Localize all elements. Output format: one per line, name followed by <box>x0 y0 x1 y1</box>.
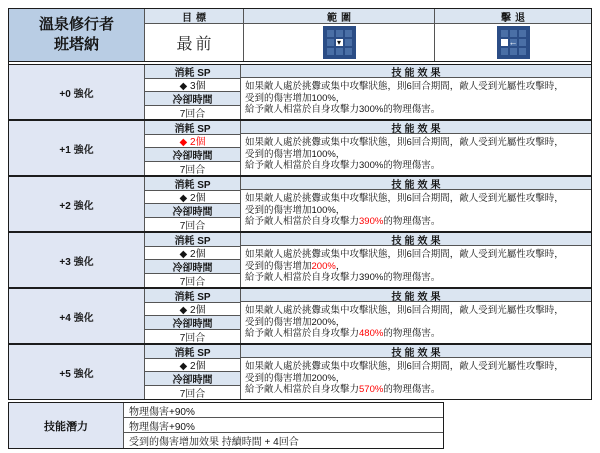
knockback-header: 擊退 <box>434 9 591 24</box>
skill-effect-block <box>241 345 591 399</box>
effect-text-segment: 給予敵人相當於自身攻擊力300%的物理傷害。 <box>245 104 441 115</box>
highlighted-value: 390% <box>359 216 384 227</box>
potential-item: 物理傷害+90% <box>124 418 443 433</box>
skill-effect-line <box>245 328 587 340</box>
skill-effect-line <box>245 261 587 273</box>
grid-cell <box>510 30 517 37</box>
effect-text-segment: 給予敵人相當於自身攻擊力 <box>245 384 360 395</box>
enhance-row <box>9 119 591 175</box>
arrow-left-icon: ← <box>508 37 518 47</box>
enhance-row <box>9 175 591 231</box>
grid-cell <box>501 39 508 46</box>
grid-cell <box>345 30 352 37</box>
effect-text-segment: 給予敵人相當於自身攻擊力 <box>245 216 360 227</box>
grid-cell <box>510 48 517 55</box>
skill-table <box>8 8 592 400</box>
cooldown-header: 冷卻時間 <box>145 372 240 386</box>
skill-effect-block <box>241 65 591 119</box>
skill-effect-header: 技能效果 <box>241 177 591 190</box>
cooldown-value: 7回合 <box>145 274 240 288</box>
skill-header <box>9 9 591 61</box>
potential-item: 受到的傷害增加效果 持續時間 + 4回合 <box>129 437 299 448</box>
cost-cooldown-block <box>144 65 241 119</box>
skill-effect-line <box>245 205 587 217</box>
cost-cooldown-block <box>144 121 241 175</box>
cost-cooldown-block <box>144 233 241 287</box>
skill-effect-line <box>245 149 587 161</box>
skill-effect-line <box>245 272 587 284</box>
knockback-cell <box>434 24 591 61</box>
effect-text-segment: 如果敵人處於挑釁或集中攻擊狀態，則6回合期間，敵人受到光屬性攻擊時， <box>245 81 564 92</box>
skill-effect-line <box>245 93 587 105</box>
skill-effect-line <box>245 317 587 329</box>
skill-effect-text <box>241 246 591 287</box>
cost-cooldown-block <box>144 345 241 399</box>
grid-cell <box>327 39 334 46</box>
skill-effect-block <box>241 177 591 231</box>
enhance-row <box>9 287 591 343</box>
skill-effect-line <box>245 305 587 317</box>
target-header: 目標 <box>144 9 243 24</box>
skill-effect-line <box>245 216 587 228</box>
effect-text-segment: 如果敵人處於挑釁或集中攻擊狀態，則6回合期間，敵人受到光屬性攻擊時， <box>245 249 564 260</box>
effect-text-segment: 的物理傷害。 <box>383 328 441 339</box>
cost-cooldown-block <box>144 289 241 343</box>
skill-effect-block <box>241 289 591 343</box>
cooldown-header: 冷卻時間 <box>145 260 240 274</box>
cost-cooldown-block <box>144 177 241 231</box>
enhance-level-label: +2 強化 <box>9 177 144 231</box>
skill-effect-block <box>241 233 591 287</box>
skill-effect-text <box>241 358 591 399</box>
effect-text-segment: 給予敵人相當於自身攻擊力390%的物理傷害。 <box>245 272 441 283</box>
cooldown-value: 7回合 <box>145 386 240 400</box>
grid-cell <box>336 30 343 37</box>
skill-potential-table <box>8 402 444 449</box>
sp-cost-header: 消耗 SP <box>145 345 240 359</box>
effect-text-segment: 受到的傷害增加100%， <box>245 204 346 216</box>
cooldown-header: 冷卻時間 <box>145 204 240 218</box>
knockback-grid-icon <box>497 26 530 59</box>
cooldown-value: 7回合 <box>145 162 240 176</box>
grid-cell <box>501 30 508 37</box>
grid-cell <box>519 30 526 37</box>
sp-cost-value: ◆ 2個 <box>145 191 240 205</box>
grid-cell <box>345 48 352 55</box>
skill-effect-header: 技能效果 <box>241 233 591 246</box>
skill-effect-line <box>245 104 587 116</box>
skill-effect-header: 技能效果 <box>241 345 591 358</box>
sp-cost-value: ◆ 2個 <box>145 359 240 373</box>
grid-cell <box>519 39 526 46</box>
skill-effect-header: 技能效果 <box>241 289 591 302</box>
sp-cost-value: ◆ 2個 <box>145 303 240 317</box>
grid-cell <box>510 39 517 46</box>
grid-cell <box>327 30 334 37</box>
cooldown-header: 冷卻時間 <box>145 148 240 162</box>
chevron-down-icon: ▾ <box>336 38 341 47</box>
grid-cell <box>519 48 526 55</box>
range-grid-icon <box>323 26 356 59</box>
skill-effect-text <box>241 302 591 343</box>
skill-effect-line <box>245 137 587 149</box>
grid-cell <box>345 39 352 46</box>
skill-effect-line <box>245 249 587 261</box>
grid-cell <box>336 39 343 46</box>
effect-text-segment: 受到的傷害增加100%， <box>245 92 346 104</box>
effect-text-segment: 給予敵人相當於自身攻擊力 <box>245 328 360 339</box>
skill-potential-items <box>124 403 443 448</box>
skill-effect-line <box>245 373 587 385</box>
effect-text-segment: 受到的傷害增加200%， <box>245 372 346 384</box>
skill-effect-line <box>245 160 587 172</box>
effect-text-segment: 如果敵人處於挑釁或集中攻擊狀態，則6回合期間，敵人受到光屬性攻擊時， <box>245 137 564 148</box>
effect-text-segment: 給予敵人相當於自身攻擊力300%的物理傷害。 <box>245 160 441 171</box>
range-cell <box>243 24 434 61</box>
target-value: 最前 <box>144 24 243 61</box>
skill-potential-label: 技能潛力 <box>9 403 124 448</box>
sp-cost-value: ◆ 2個 <box>145 247 240 261</box>
skill-effect-line <box>245 384 587 396</box>
effect-text-segment: ， <box>335 260 346 272</box>
enhance-level-label: +3 強化 <box>9 233 144 287</box>
enhance-row <box>9 343 591 399</box>
skill-title-line1: 溫泉修行者 <box>38 15 114 33</box>
enhance-level-label: +5 強化 <box>9 345 144 399</box>
highlighted-value: 480% <box>359 328 384 339</box>
effect-text-segment: 如果敵人處於挑釁或集中攻擊狀態，則6回合期間，敵人受到光屬性攻擊時， <box>245 193 564 204</box>
enhance-row <box>9 231 591 287</box>
sp-cost-header: 消耗 SP <box>145 233 240 247</box>
effect-text-segment: 受到的傷害增加100%， <box>245 148 346 160</box>
skill-effect-text <box>241 78 591 119</box>
sp-cost-header: 消耗 SP <box>145 289 240 303</box>
skill-title-line2: 班塔納 <box>53 36 99 53</box>
highlighted-value: 200% <box>311 260 336 272</box>
sp-cost-value: ◆ 2個 <box>145 135 240 149</box>
enhance-level-label: +1 強化 <box>9 121 144 175</box>
cooldown-value: 7回合 <box>145 330 240 344</box>
skill-effect-text <box>241 134 591 175</box>
enhance-rows <box>9 65 591 399</box>
grid-cell <box>327 48 334 55</box>
cooldown-value: 7回合 <box>145 106 240 120</box>
skill-effect-line <box>245 81 587 93</box>
effect-text-segment: 受到的傷害增加200%， <box>245 316 346 328</box>
highlighted-value: 570% <box>359 384 384 395</box>
skill-effect-block <box>241 121 591 175</box>
sp-cost-header: 消耗 SP <box>145 121 240 135</box>
skill-effect-header: 技能效果 <box>241 121 591 134</box>
grid-cell <box>501 48 508 55</box>
effect-text-segment: 的物理傷害。 <box>383 384 441 395</box>
range-header: 範圍 <box>243 9 434 24</box>
skill-title <box>9 9 144 61</box>
cooldown-header: 冷卻時間 <box>145 92 240 106</box>
skill-effect-line <box>245 361 587 373</box>
sp-cost-header: 消耗 SP <box>145 65 240 79</box>
effect-text-segment: 受到的傷害增加 <box>245 260 312 272</box>
effect-text-segment: 的物理傷害。 <box>383 216 441 227</box>
sp-cost-value: ◆ 3個 <box>145 79 240 93</box>
grid-cell <box>336 48 343 55</box>
skill-effect-header: 技能效果 <box>241 65 591 78</box>
enhance-level-label: +0 強化 <box>9 65 144 119</box>
potential-item: 物理傷害+90% <box>124 403 443 418</box>
skill-effect-line <box>245 193 587 205</box>
effect-text-segment: 如果敵人處於挑釁或集中攻擊狀態，則6回合期間，敵人受到光屬性攻擊時， <box>245 305 564 316</box>
effect-text-segment: 如果敵人處於挑釁或集中攻擊狀態，則6回合期間，敵人受到光屬性攻擊時， <box>245 361 564 372</box>
enhance-level-label: +4 強化 <box>9 289 144 343</box>
cooldown-value: 7回合 <box>145 218 240 232</box>
sp-cost-header: 消耗 SP <box>145 177 240 191</box>
cooldown-header: 冷卻時間 <box>145 316 240 330</box>
enhance-row <box>9 65 591 119</box>
skill-effect-text <box>241 190 591 231</box>
